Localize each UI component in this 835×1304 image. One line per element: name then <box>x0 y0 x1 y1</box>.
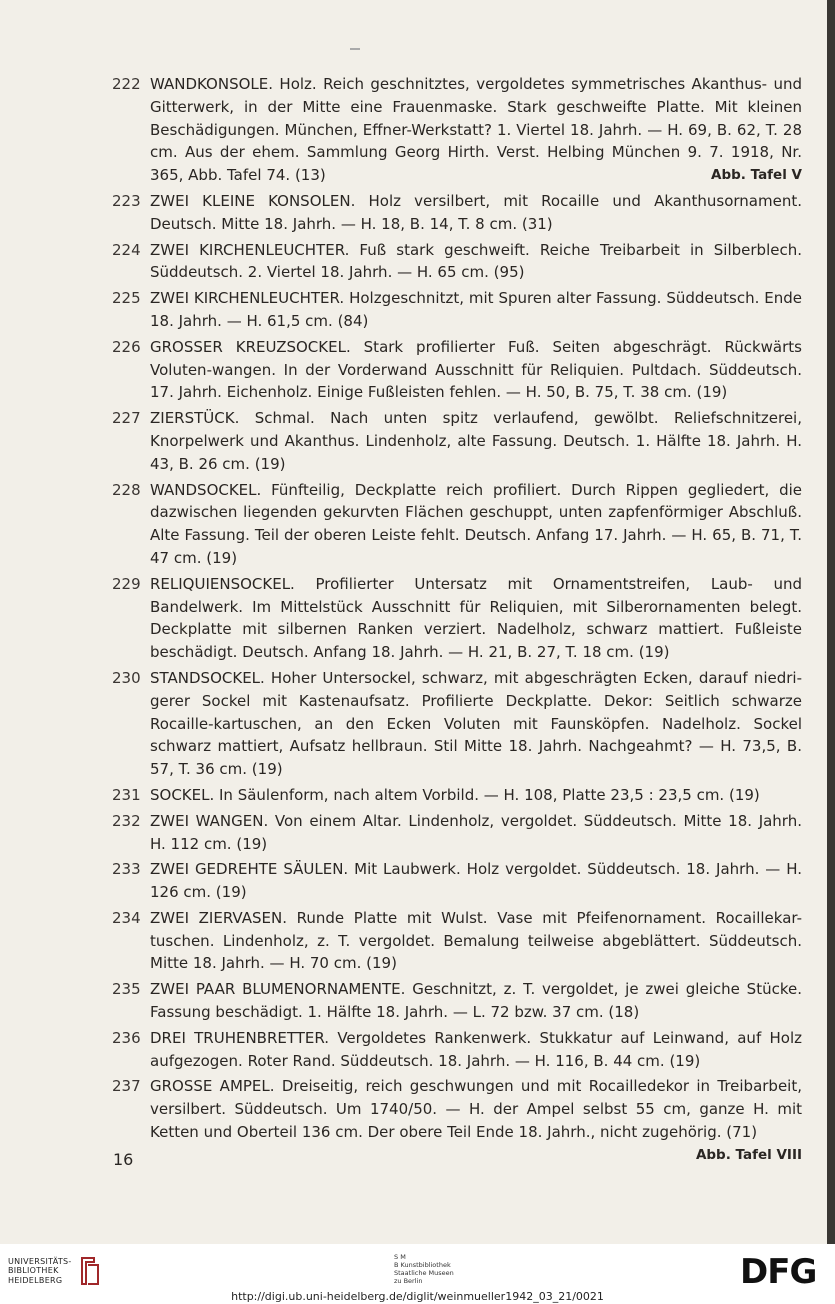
entry-235 <box>112 978 802 1024</box>
entry-230 <box>112 667 802 781</box>
entry-236 <box>112 1027 802 1073</box>
entry-number: 225 <box>112 289 141 308</box>
entry-text: ZWEI KLEINE KONSOLEN. Holz versilbert, mit Rocaille und Akanthusornament. Deutsch. Mitte 18. Jahrh. — H. 18, B. 14, T. 8 cm. (31) <box>150 191 802 233</box>
entry-number: 227 <box>112 409 141 428</box>
entry-number: 223 <box>112 191 141 210</box>
catalogue-entries <box>112 73 802 1170</box>
entry-222 <box>112 73 802 187</box>
entry-234 <box>112 907 802 975</box>
entry-text: SOCKEL. In Säulenform, nach altem Vorbild. — H. 108, Platte 23,5 : 23,5 cm. (19) <box>150 785 760 804</box>
dfg-logo[interactable]: DFG <box>740 1252 817 1292</box>
library-line: BIBLIOTHEK <box>8 1266 59 1276</box>
entry-231 <box>112 784 802 807</box>
entry-text: ZWEI ZIERVASEN. Runde Platte mit Wulst. Vase mit Pfeifenornament. Rocaillekar-tuschen. Lindenholz, z. T. vergoldet. Bemalung teilweise abgeblättert. Süddeutsch. Mitte 18. Jahrh. — H. 70 cm. (19) <box>150 908 802 973</box>
entry-text: ZWEI PAAR BLUMENORNAMENTE. Geschnitzt, z. T. vergoldet, je zwei gleiche Stücke. Fassung beschädigt. 1. Hälfte 18. Jahrh. — L. 72 bzw. 37 cm. (18) <box>150 980 802 1022</box>
entry-number: 235 <box>112 980 141 999</box>
plate-reference: Abb. Tafel VIII <box>695 1146 802 1163</box>
entry-text: DREI TRUHENBRETTER. Vergoldetes Rankenwerk. Stukkatur auf Leinwand, auf Holz aufgezogen. Roter Rand. Süddeutsch. 18. Jahrh. — H. 116, B. 44 cm. (19) <box>150 1028 802 1070</box>
library-line: UNIVERSITÄTS- <box>8 1256 72 1266</box>
entry-224 <box>112 239 802 285</box>
entry-text: ZIERSTÜCK. Schmal. Nach unten spitz verlaufend, gewölbt. Reliefschnitzerei, Knorpelwerk und Akanthus. Lindenholz, alte Fassung. Deutsch. 1. Hälfte 18. Jahrh. H. 43, B. 26 cm. (19) <box>150 409 802 473</box>
entry-number: 233 <box>112 860 141 879</box>
entry-number: 229 <box>112 574 141 593</box>
stamp-line: Staatliche Museen <box>394 1269 454 1277</box>
entry-text: ZWEI GEDREHTE SÄULEN. Mit Laubwerk. Holz vergoldet. Süddeutsch. 18. Jahrh. — H. 126 cm. (19) <box>150 860 802 902</box>
entry-number: 222 <box>112 75 141 93</box>
entry-number: 236 <box>112 1028 141 1047</box>
page-edge <box>827 0 835 1244</box>
stamp-line: B Kunstbibliothek <box>394 1261 451 1269</box>
top-mark <box>350 48 360 50</box>
heidelberg-library-logo[interactable] <box>8 1256 100 1286</box>
entry-225 <box>112 287 802 333</box>
entry-text: ZWEI KIRCHENLEUCHTER. Fuß stark geschweift. Reiche Treibarbeit in Silberblech. Süddeutsch. 2. Viertel 18. Jahrh. — H. 65 cm. (95) <box>150 240 802 282</box>
plate-reference: Abb. Tafel V <box>711 167 802 184</box>
museum-stamp <box>394 1253 454 1285</box>
entry-text: GROSSER KREUZSOCKEL. Stark profilierter Fuß. Seiten abgeschrägt. Rückwärts Voluten-wangen. In der Vorderwand Ausschnitt für Reliquien. Pultdach. Süddeutsch. 17. Jahrh. Eichenholz. Einige Fußleisten fehlen. — H. 50, B. 75, T. 38 cm. (19) <box>150 337 802 402</box>
entry-229 <box>112 573 802 664</box>
entry-number: 234 <box>112 908 141 927</box>
library-line: HEIDELBERG <box>8 1275 63 1285</box>
entry-number: 237 <box>112 1077 141 1096</box>
digitization-footer <box>0 1244 835 1304</box>
source-url-link[interactable]: http://digi.ub.uni-heidelberg.de/diglit/weinmueller1942_03_21/0021 <box>231 1290 604 1303</box>
entry-number: 228 <box>112 480 141 499</box>
entry-text: WANDSOCKEL. Fünfteilig, Deckplatte reich profiliert. Durch Rippen gegliedert, die dazwischen liegenden gekurvten Flächen geschuppt, unten zapfenförmiger Abschluß. Alte Fassung. Teil der oberen Leiste fehlt. Deutsch. Anfang 17. Jahrh. — H. 65, B. 71, T. 47 cm. (19) <box>150 480 802 567</box>
entry-232 <box>112 810 802 856</box>
stamp-line: S M <box>394 1253 406 1261</box>
entry-number: 230 <box>112 668 141 687</box>
entry-233 <box>112 858 802 904</box>
entry-text: STANDSOCKEL. Hoher Untersockel, schwarz, mit abgeschrägten Ecken, darauf niedri-gerer Sockel mit Kastenaufsatz. Profilierte Deckplatte. Dekor: Seitlich schwarze Rocaille-kartuschen, an den Ecken Voluten mit Faunsköpfen. Nadelholz. Sockel schwarz mattiert, Aufsatz hellbraun. Stil Mitte 18. Jahrh. Nachgeahmt? — H. 73,5, B. 57, T. 36 cm. (19) <box>150 668 802 779</box>
entry-text: WANDKONSOLE. Holz. Reich geschnitztes, vergoldetes symmetrisches Akanthus- und Gitterwerk, in der Mitte eine Frauenmaske. Stark geschweifte Platte. Mit kleinen Beschädigungen. München, Effner-Werkstatt? 1. Viertel 18. Jahrh. — H. 69, B. 62, T. 28 cm. Aus der ehem. Sammlung Georg Hirth. Verst. Helbing München 9. 7. 1918, Nr. 365, Abb. Tafel 74. (13) <box>150 75 802 185</box>
entry-226 <box>112 336 802 404</box>
stamp-line: zu Berlin <box>394 1277 423 1285</box>
entry-number: 226 <box>112 337 141 356</box>
library-emblem-icon <box>78 1256 100 1286</box>
entry-text: GROSSE AMPEL. Dreiseitig, reich geschwungen und mit Rocailledekor in Treibarbeit, versilbert. Süddeutsch. Um 1740/50. — H. der Ampel selbst 55 cm, ganze H. mit Ketten und Oberteil 136 cm. Der obere Teil Ende 18. Jahrh., nicht zugehörig. (71) <box>150 1077 802 1142</box>
entry-text: ZWEI KIRCHENLEUCHTER. Holzgeschnitzt, mit Spuren alter Fassung. Süddeutsch. Ende 18. Jahrh. — H. 61,5 cm. (84) <box>150 289 802 330</box>
entry-number: 232 <box>112 811 141 830</box>
entry-223 <box>112 190 802 236</box>
entry-text: RELIQUIENSOCKEL. Profilierter Untersatz mit Ornamentstreifen, Laub- und Bandelwerk. Im Mittelstück Ausschnitt für Reliquien, mit Silberornamenten belegt. Deckplatte mit silbernen Ranken verziert. Nadelholz, schwarz mattiert. Fußleiste beschädigt. Deutsch. Anfang 18. Jahrh. — H. 21, B. 27, T. 18 cm. (19) <box>150 574 802 662</box>
entry-227 <box>112 407 802 475</box>
entry-number: 231 <box>112 785 141 804</box>
entry-237 <box>112 1075 802 1166</box>
entry-text: ZWEI WANGEN. Von einem Altar. Lindenholz, vergoldet. Süddeutsch. Mitte 18. Jahrh. H. 112 cm. (19) <box>150 811 802 853</box>
page-number: 16 <box>113 1150 134 1169</box>
entry-number: 224 <box>112 240 141 259</box>
entry-228 <box>112 479 802 570</box>
